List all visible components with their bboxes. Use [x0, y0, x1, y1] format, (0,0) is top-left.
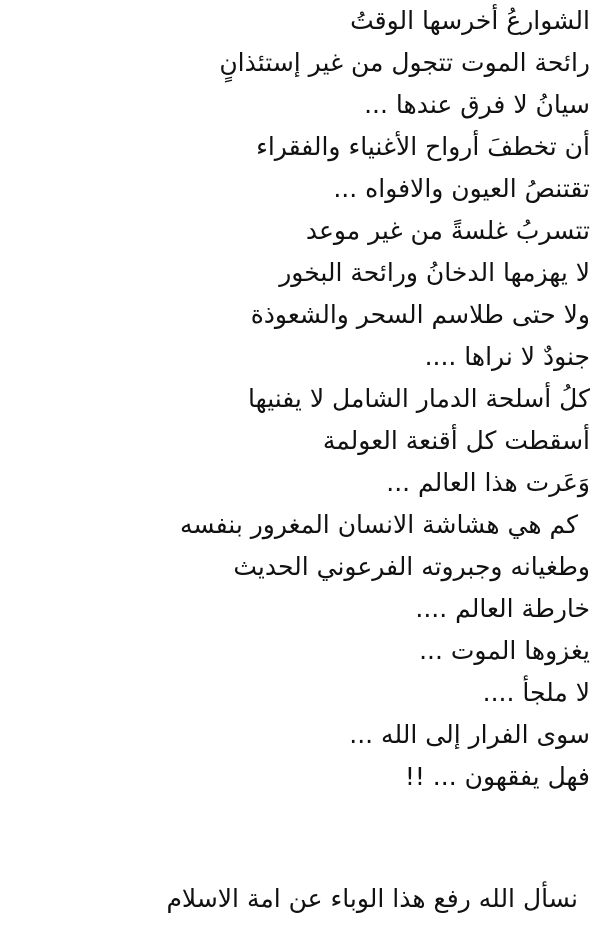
poem-line: لا ملجأ ....	[482, 678, 590, 707]
closing-prayer: نسأل الله رفع هذا الوباء عن امة الاسلام	[166, 884, 578, 913]
poem-line: خارطة العالم ....	[415, 594, 590, 623]
poem-line: وطغيانه وجبروته الفرعوني الحديث	[233, 552, 590, 581]
poem-line: أن تخطفَ أرواح الأغنياء والفقراء	[256, 132, 590, 161]
poem-text	[10, 0, 590, 920]
poem-line: أسقطت كل أقنعة العولمة	[322, 426, 590, 455]
poem-line: سيانُ لا فرق عندها ...	[364, 90, 590, 119]
poem-line: سوى الفرار إلى الله ...	[349, 720, 590, 749]
poem-line: كم هي هشاشة الانسان المغرور بنفسه	[179, 510, 578, 539]
poem-line: يغزوها الموت ...	[419, 636, 590, 665]
poem-line: تقتنصُ العيون والافواه ...	[333, 174, 590, 203]
poem-line: رائحة الموت تتجول من غير إستئذانٍ	[219, 48, 590, 77]
poem-line: لا يهزمها الدخانُ ورائحة البخور	[279, 258, 590, 287]
poem-line: الشوارعُ أخرسها الوقتُ	[350, 6, 590, 35]
poem-line: كلُ أسلحة الدمار الشامل لا يفنيها	[248, 384, 590, 413]
blank-space	[10, 798, 590, 878]
poem-line: وَعَرت هذا العالم ...	[386, 468, 590, 497]
poem-line: جنودٌ لا نراها ....	[424, 342, 590, 371]
poem-line: فهل يفقهون ... !!	[404, 762, 590, 791]
poem-line: ولا حتى طلاسم السحر والشعوذة	[250, 300, 590, 329]
poem-line: تتسربُ غلسةً من غير موعد	[305, 216, 590, 245]
